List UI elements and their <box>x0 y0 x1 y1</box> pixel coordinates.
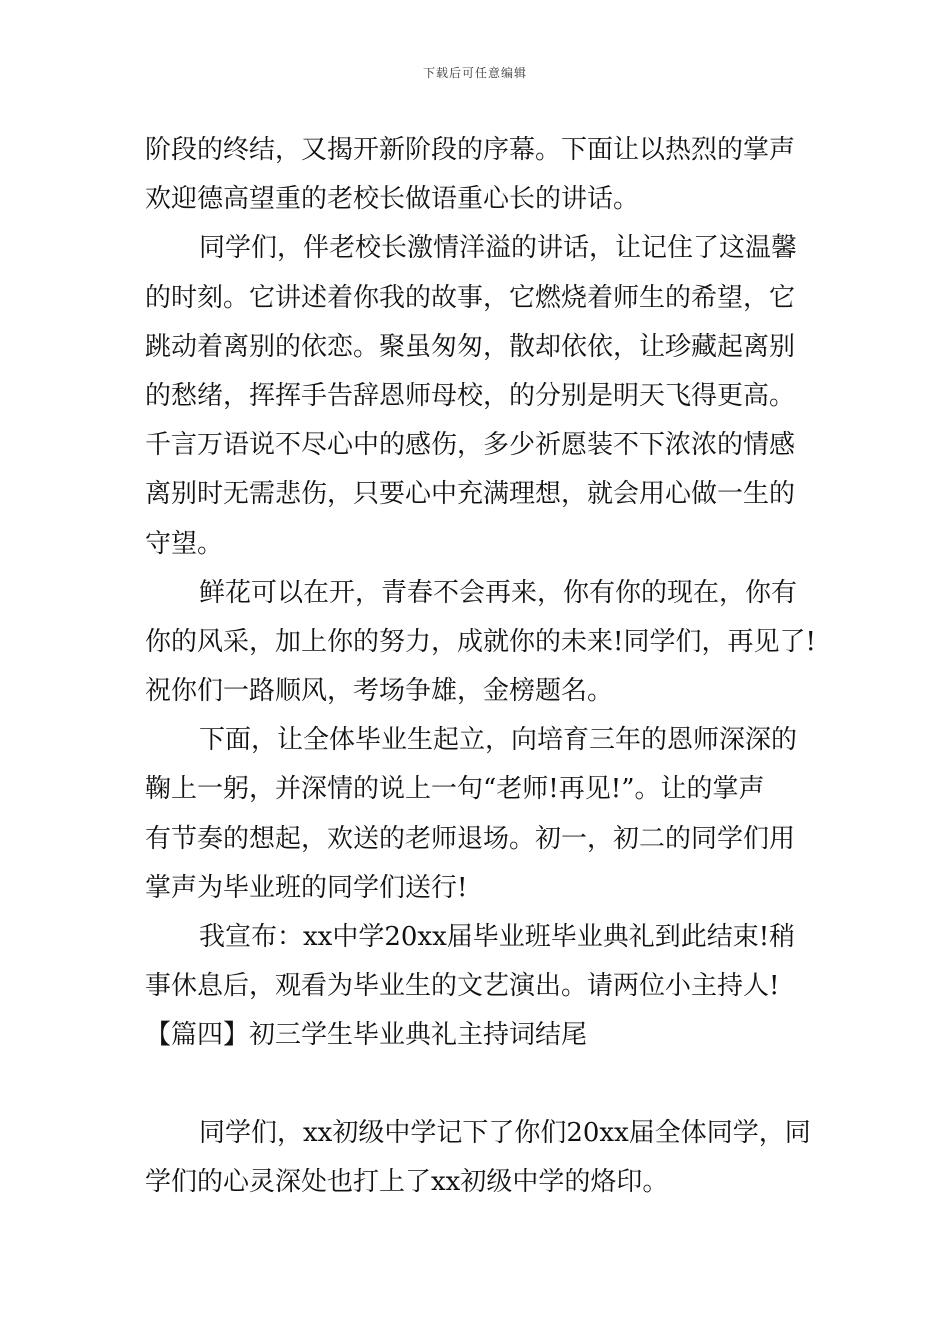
paragraph-start-line: 同学们，xx初级中学记下了你们20xx届全体同学，同 <box>199 1117 811 1148</box>
text-line: 掌声为毕业班的同学们送行! <box>145 872 468 903</box>
text-line: 学们的心灵深处也打上了xx初级中学的烙印。 <box>145 1166 669 1197</box>
text-line: 有节奏的想起，欢送的老师退场。初一，初二的同学们用 <box>145 823 796 854</box>
text-line: 阶段的终结，又揭开新阶段的序幕。下面让以热烈的掌声 <box>145 135 796 165</box>
text-line: 守望。 <box>145 528 224 559</box>
text-line: 的愁绪，挥挥手告辞恩师母校，的分别是明天飞得更高。 <box>145 380 796 411</box>
text-line: 离别时无需悲伤，只要心中充满理想，就会用心做一生的 <box>145 479 796 510</box>
text-line: 跳动着离别的依恋。聚虽匆匆，散却依依，让珍藏起离别 <box>145 331 796 362</box>
paragraph-start-line: 同学们，伴老校长激情洋溢的讲话，让记住了这温馨 <box>199 233 798 264</box>
text-line: 祝你们一路顺风，考场争雄，金榜题名。 <box>145 676 614 707</box>
text-line: 事休息后，观看为毕业生的文艺演出。请两位小主持人! <box>145 971 780 1002</box>
document-body <box>145 126 816 1207</box>
text-line: 鞠上一躬，并深情的说上一句“老师!再见!”。让的掌声 <box>145 774 765 805</box>
text-line: 的时刻。它讲述着你我的故事，它燃烧着师生的希望，它 <box>145 282 796 313</box>
text-line: 欢迎德高望重的老校长做语重心长的讲话。 <box>145 184 640 215</box>
paragraph-start-line: 鲜花可以在开，青春不会再来，你有你的现在，你有 <box>199 577 798 608</box>
section-heading: 【篇四】初三学生毕业典礼主持词结尾 <box>145 1020 588 1051</box>
paragraph-start-line: 我宣布：xx中学20xx届毕业班毕业典礼到此结束!稍 <box>199 922 796 952</box>
paragraph-start-line: 下面，让全体毕业生起立，向培育三年的恩师深深的 <box>199 725 798 756</box>
header-note: 下载后可任意编辑 <box>422 66 527 80</box>
text-line: 千言万语说不尽心中的感伤，多少祈愿装不下浓浓的情感 <box>145 430 796 461</box>
text-line: 你的风采，加上你的努力，成就你的未来!同学们，再见了! <box>145 626 816 657</box>
blank-line <box>145 1061 810 1109</box>
